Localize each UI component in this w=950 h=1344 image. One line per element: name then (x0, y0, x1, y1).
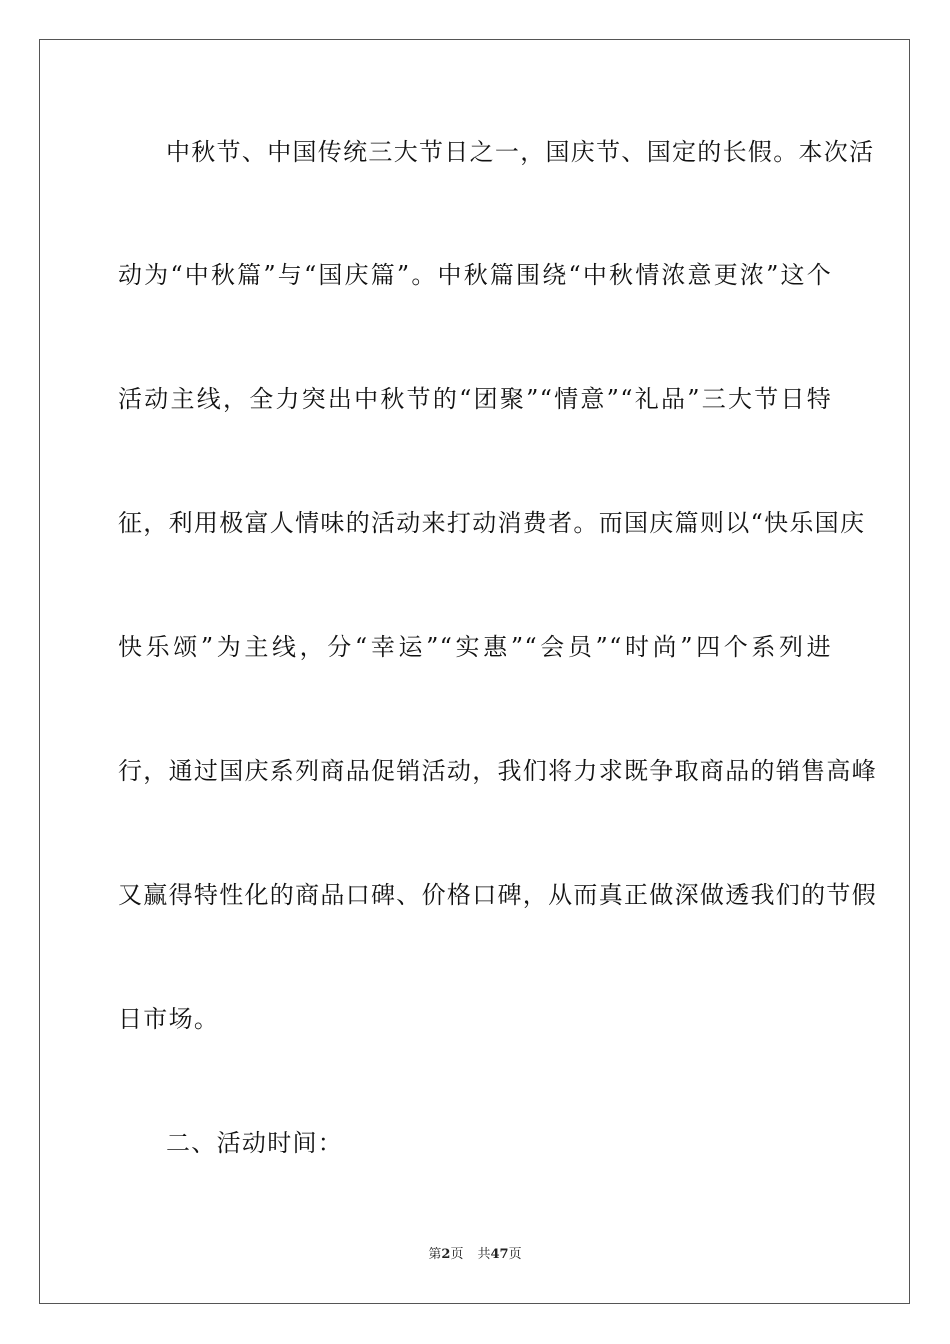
paragraph-line-4: 征，利用极富人情味的活动来打动消费者。而国庆篇则以“快乐国庆 (118, 509, 866, 537)
paragraph-line-7: 又赢得特性化的商品口碑、价格口碑，从而真正做深做透我们的节假 (118, 881, 877, 909)
paragraph-line-1: 中秋节、中国传统三大节日之一，国庆节、国定的长假。本次活 (166, 138, 875, 166)
total-pages: 47 (490, 1247, 509, 1262)
page-number: 2 (441, 1247, 451, 1262)
page-border (39, 39, 910, 1304)
total-prefix: 共 (477, 1247, 491, 1262)
paragraph-line-6: 行，通过国庆系列商品促销活动，我们将力求既争取商品的销售高峰 (118, 757, 877, 785)
page-footer (0, 1246, 950, 1264)
paragraph-line-5: 快乐颂”为主线，分“幸运”“实惠”“会员”“时尚”四个系列进 (118, 633, 832, 661)
paragraph-line-8: 日市场。 (118, 1005, 220, 1033)
section-heading: 二、活动时间： (166, 1129, 344, 1157)
total-suffix: 页 (508, 1247, 522, 1262)
page-suffix: 页 (450, 1247, 464, 1262)
paragraph-line-2: 动为“中秋篇”与“国庆篇”。中秋篇围绕“中秋情浓意更浓”这个 (118, 261, 832, 289)
page-prefix: 第 (428, 1247, 442, 1262)
paragraph-line-3: 活动主线，全力突出中秋节的“团聚”“情意”“礼品”三大节日特 (118, 385, 832, 413)
